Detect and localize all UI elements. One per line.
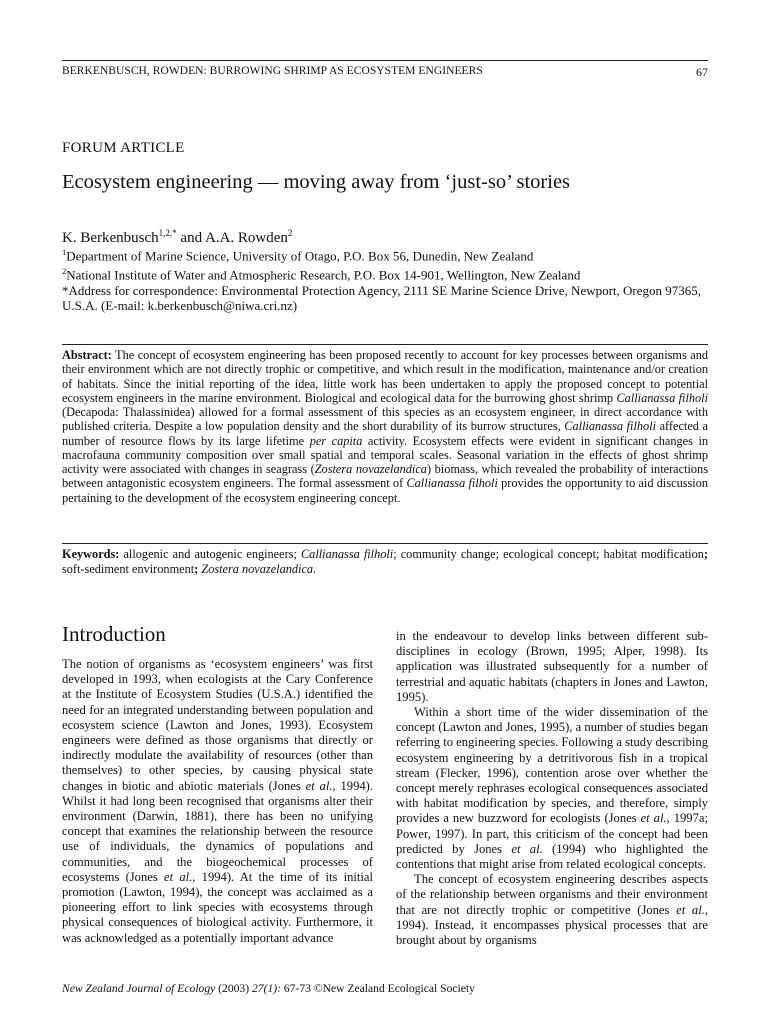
keywords-text: ; community change; ecological concept; habitat modification [393,547,704,561]
author-superscript: 2 [287,228,293,238]
abstract-text: The concept of ecosystem engineering has been proposed recently to account for key processes between organisms and their environment which are not directly trophic or competitive, and which result in the modification, maintenance and/or creation of habitats. Since the initial reporting of the idea, little work has been undertaken to apply the proposed concept to potential ecosystem engineers in the marine environment. Biological and ecological data for the burrowing ghost shrimp [62,348,708,405]
running-title: BERKENBUSCH, ROWDEN: BURROWING SHRIMP AS ECOSYSTEM ENGINEERS [62,65,483,77]
body-text: Within a short time of the wider dissemination of the concept (Lawton and Jones, 1995), a number of studies began referring to engineering species. Following a study describing ecosystem engineering by a detritivorous fish in a tropical stream (Flecker, 1996), contention arose over whether the concept merely rephrases ecological consequences associated with habitat modification by species, and therefore, simply provides a new buzzword for ecologists (Jones [396,705,708,826]
affiliation-marker: 1 [62,247,67,257]
species-name: Callianassa filholi [406,476,498,491]
body-text: , 1997a; Power, 1997). In part, this criticism of the concept had been predicted by Jones [396,811,708,856]
author-joiner: and [176,230,205,246]
keywords-text: soft-sediment environment [62,562,195,576]
journal-footer [62,982,475,995]
body-text: (1994) who highlighted the contentions that might arise from related ecological concepts. [396,841,708,872]
body-text: , 1994). Instead, it encompasses physical processes that are brought about by organisms [396,902,709,948]
keywords-text: allogenic and autogenic engineers; [119,547,301,561]
italic-term: et al. [640,811,667,826]
right-column [396,629,708,948]
species-name: Callianassa filholi [564,419,657,434]
species-name: Callianassa filholi [300,547,394,561]
abstract-text: ) biomass, which revealed the probability of interactions between antagonistic ecosystem engineers. The formal assessment of [62,462,708,491]
italic-term: et al. [676,902,705,917]
footer-text: 67-73 ©New Zealand Ecological Society [280,982,475,995]
body-paragraph [396,872,708,948]
species-name: Zostera novazelandica [201,562,314,576]
author-superscript: 1,2,* [158,228,177,238]
running-head [62,60,708,80]
journal-volume: 27(1): [252,982,281,995]
journal-name: New Zealand Journal of Ecology [62,982,216,995]
footer-text: (2003) [215,982,252,995]
body-text: The concept of ecosystem engineering describes aspects of the relationship between organisms and their environment that are not directly trophic or competitive (Jones [396,872,708,917]
keywords-separator: ; [194,562,199,576]
correspondence-address: *Address for correspondence: Environmental Protection Agency, 2111 SE Marine Science Drive, Newport, Oregon 97365, U.S.A. (E-mail: k.berkenbusch@niwa.cri.nz) [62,282,701,314]
species-name: Zostera novazelandica [314,462,427,476]
article-title: Ecosystem engineering — moving away from ‘just-so’ stories [62,171,571,193]
affiliation-marker: 2 [62,265,67,276]
italic-term: et al. [305,778,333,793]
abstract [62,344,708,505]
italic-term: per capita [309,433,363,448]
affiliation-text: National Institute of Water and Atmospheric Research, P.O. Box 14-901, Wellington, New Zealand [66,267,581,283]
body-text: , 1994). Whilst it had long been recognised that organisms alter their environment (Darwin, 1881), there has been no unifying concept that examines the relationship between the resource use of individuals, the dynamics of populations and communities, and the biogeochemical processes of ecosystems (Jones [62,778,374,884]
body-paragraph [62,657,373,946]
body-paragraph [396,705,708,872]
italic-term: et al. [164,869,193,884]
body-text: The notion of organisms as ‘ecosystem engineers’ was first developed in 1993, when ecologists at the Cary Conference at the Institute of Ecosystem Studies (U.S.A.) identified the need for an integrated understanding between population and ecosystem science (Lawton and Jones, 1993). Ecosystem engineers were defined as those organisms that directly or indirectly modulate the availability of resources (other than themselves) to other species, by causing physical state changes in biotic and abiotic materials (Jones [62,657,373,793]
italic-term: et al. [511,841,543,856]
keywords-label: Keywords: [62,547,120,561]
keywords-separator: ; [703,547,708,561]
section-heading: Introduction [62,622,166,646]
keywords-text: . [313,562,317,576]
affiliation-text: Department of Marine Science, University of Otago, P.O. Box 56, Dunedin, New Zealand [66,248,534,264]
body-paragraph: in the endeavour to develop links between different sub-disciplines in ecology (Brown, 1995; Alper, 1998). Its application was illustrated subsequently for a number of terrestrial and aquatic habitats (chapters in Jones and Lawton, 1995). [396,629,708,704]
abstract-text: activity. Ecosystem effects were evident in significant changes in macrofauna community composition over small spatial and temporal scales. Seasonal variation in the effects of ghost shrimp activity were associated with changes in seagrass ( [62,433,709,476]
author-name: A.A. Rowden [205,230,288,246]
body-text: , 1994). At the time of its initial promotion (Lawton, 1994), the concept was acclaimed as a pioneering effort to link species with ecosystems through physical consequences of biological activity. Furthermore, it was acknowledged as a potentially important advance [62,869,373,945]
left-column [62,657,373,946]
abstract-text: provides the opportunity to aid discussion pertaining to the development of the ecosystem engineering concept. [62,476,709,505]
species-name: Callianassa filholi [616,390,708,405]
keywords [62,543,708,577]
abstract-text: affected a number of resource flows by its large lifetime [62,419,708,448]
affiliations [62,245,708,314]
abstract-text: (Decapoda: Thalassinidea) allowed for a formal assessment of this species as an ecosystem engineer, in direct accordance with published criteria. Despite a low population density and the short durability of its burrow structures, [62,405,708,434]
author-name: K. Berkenbusch [62,230,159,246]
abstract-label: Abstract: [62,348,112,362]
page-number: 67 [696,65,708,79]
section-type: FORUM ARTICLE [62,140,185,156]
affiliation [62,245,708,264]
affiliation [62,264,708,283]
